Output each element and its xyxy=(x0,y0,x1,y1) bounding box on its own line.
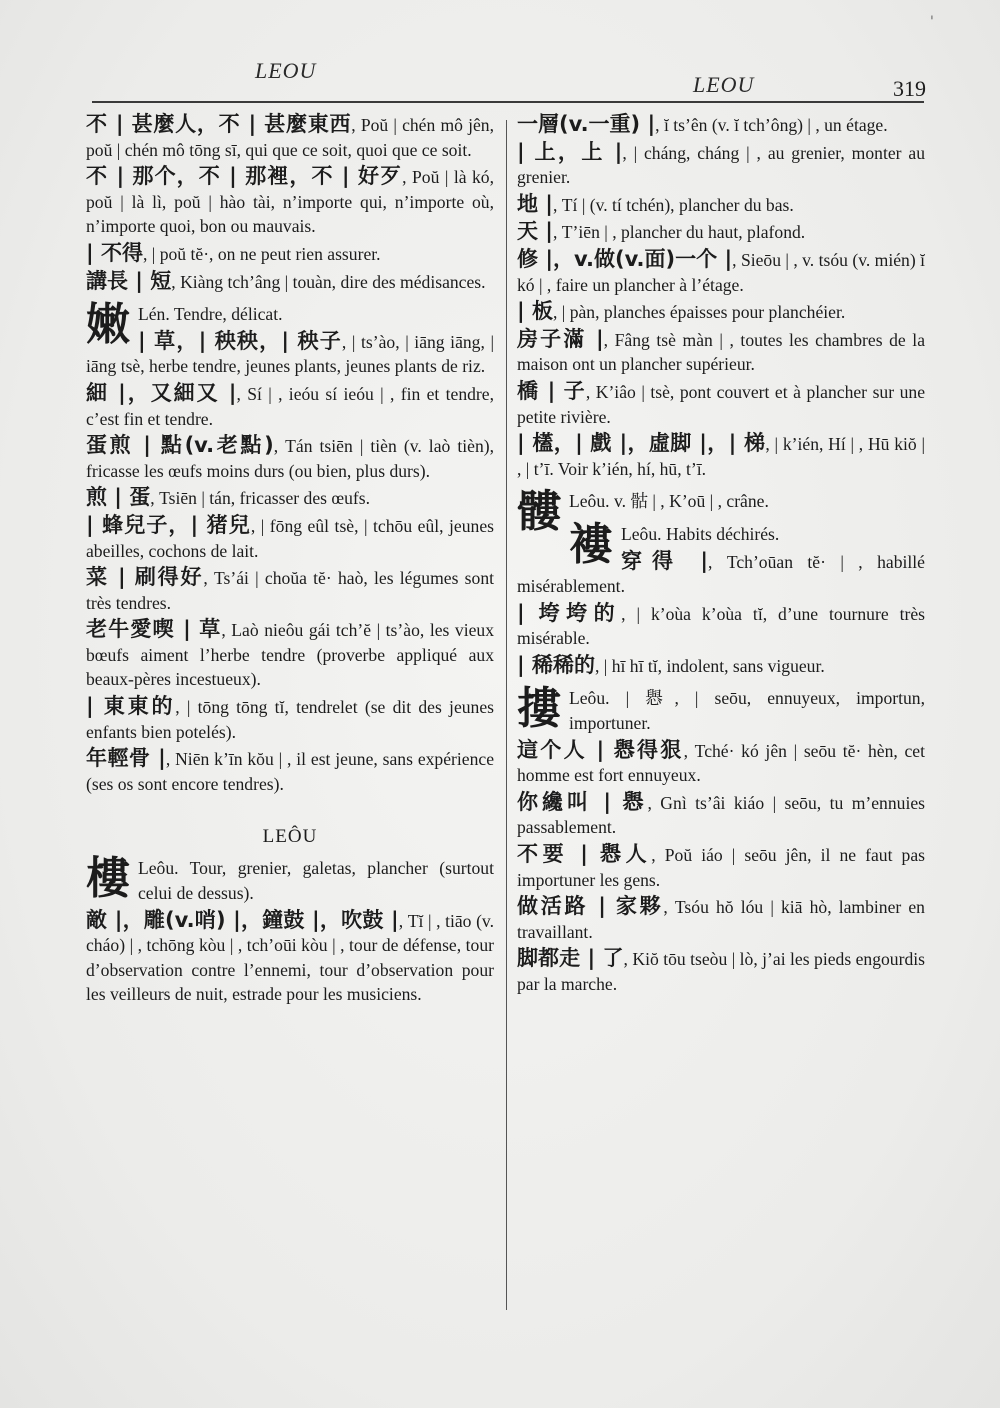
header-rule xyxy=(92,101,924,103)
chinese-phrase: 年輕骨 | xyxy=(86,746,166,771)
dictionary-entry xyxy=(86,329,494,379)
dictionary-entry xyxy=(86,908,494,1007)
definition-text: , | fōng eûl tsè, | tchōu eûl, jeunes abeilles, cochons de lait. xyxy=(86,515,494,561)
chinese-phrase: 菜 | 刷得好 xyxy=(86,565,204,590)
dictionary-entry xyxy=(517,327,925,377)
dictionary-entry xyxy=(517,842,925,892)
chinese-phrase: 穿得 | xyxy=(621,548,709,573)
page-number: 319 xyxy=(893,76,926,101)
definition-text: , | pàn, planches épaisses pour planchéier. xyxy=(552,302,846,323)
chinese-phrase: | 不得 xyxy=(86,240,143,265)
dictionary-entry xyxy=(86,269,494,295)
definition-text: , Niēn k’īn kŏu | , il est jeune, sans expérience (ses os sont encore tendres). xyxy=(86,749,494,794)
definition-text: , Poŭ | chén mô jên, poŭ | chén mô tōng sī, qui que ce soit, quoi que ce soit. xyxy=(86,115,494,160)
definition-text: , | k’oùa k’oùa tĭ, d’une tournure très misérable. xyxy=(517,603,925,649)
chinese-phrase: | 稀稀的 xyxy=(517,652,595,677)
definition-text: , Poŭ | là kó, poŭ | là lì, poŭ | hào tài, n’importe qui, n’importe où, n’importe quoi, bon ou mauvais. xyxy=(86,167,494,237)
definition-text: Lén. Tendre, délicat. xyxy=(138,304,283,325)
chinese-phrase: 煎 | 蛋 xyxy=(86,485,151,510)
dictionary-entry xyxy=(517,192,925,218)
left-column xyxy=(86,112,494,1009)
definition-text: , Tché· kó jên | seōu tĕ· hèn, cet homme est fort ennuyeux. xyxy=(517,740,925,786)
dictionary-entry xyxy=(517,247,925,297)
chinese-phrase: 天 | xyxy=(517,219,553,244)
chinese-phrase: 不要 | 㦛人 xyxy=(517,842,652,867)
chinese-phrase: 敵 |，雕(v.哨) |，鐘鼓 |，吹鼓 | xyxy=(86,907,399,932)
definition-text: Leôu. v. 骷 | , K’oū | , crâne. xyxy=(569,491,769,512)
dictionary-entry xyxy=(517,653,925,679)
definition-text: , Ts’ái | choŭa tĕ· haò, les légumes sont très tendres. xyxy=(86,568,494,613)
definition-text: , | tōng tōng tĭ, tendrelet (se dit des jeunes enfants bien potelés). xyxy=(86,697,494,742)
running-head-left: LEOU xyxy=(255,58,317,83)
headword-character: 樓 xyxy=(86,853,130,905)
dictionary-entry xyxy=(517,379,925,429)
definition-text: , Poŭ iáo | seōu jên, il ne faut pas importuner les gens. xyxy=(517,845,925,890)
chinese-phrase: 不 | 甚麼人，不 | 甚麼東西 xyxy=(86,112,352,136)
dictionary-entry xyxy=(86,617,494,692)
chinese-phrase: 不 | 那个，不 | 那裡，不 | 好歹 xyxy=(86,164,403,189)
definition-text: , K’iâo | tsè, pont couvert et à plancher sur une petite rivière. xyxy=(517,381,926,427)
chinese-phrase: | 板 xyxy=(517,299,553,324)
definition-text: , ĭ ts’ên (v. ĭ tch’ông) | , un étage. xyxy=(655,115,888,135)
definition-text: , Kiŏ tōu tseòu | lò, j’ai les pieds engourdis par la marche. xyxy=(517,949,925,994)
running-head-right: LEOU xyxy=(693,72,755,97)
definition-text: , T’iēn | , plancher du haut, plafond. xyxy=(552,222,806,243)
dictionary-entry xyxy=(86,112,494,162)
chinese-phrase: 脚都走 | 了 xyxy=(517,946,624,971)
definition-text: , | poŭ tĕ·, on ne peut rien assurer. xyxy=(142,243,381,264)
headword-character: 褸 xyxy=(569,518,613,570)
chinese-phrase: 做活路 | 家夥 xyxy=(517,894,664,919)
definition-text: Leôu. Habits déchirés. xyxy=(621,523,780,544)
definition-text: , Tĭ | , tiāo (v. cháo) | , tchōng kòu | , tch’oūi kòu | , tour de défense, tour d’observation contre l’ennemi, tour d’observation pour les veilleurs de nuit, estrade pour les musiciens. xyxy=(86,910,494,1005)
chinese-phrase: 一層(v.一重) | xyxy=(517,112,656,136)
chinese-phrase: 講長 | 短 xyxy=(86,268,172,293)
definition-text: , Sieōu | , v. tsóu (v. mién) ĭ kó | , faire un plancher à l’étage. xyxy=(517,249,925,295)
dictionary-entry xyxy=(86,513,494,563)
definition-text: , | k’ién, Hí | , Hū kiŏ | , | t’ī. Voir k’ién, hí, hū, t’ī. xyxy=(517,434,925,479)
chinese-phrase: 你纔叫 | 㦛 xyxy=(517,789,648,814)
dictionary-entry xyxy=(517,219,925,245)
headword-entry xyxy=(86,853,494,905)
definition-text: , Laò nieôu gái tch’ĕ | ts’ào, les vieux bœufs aiment l’herbe tendre (proverbe appliqué aux beaux-pères incestueux). xyxy=(86,620,495,690)
dictionary-entry xyxy=(517,112,925,138)
definition-text: , | hī hī tĭ, indolent, sans vigueur. xyxy=(594,655,825,676)
dictionary-entry xyxy=(86,485,494,511)
dictionary-entry xyxy=(517,894,925,944)
definition-text: , | cháng, cháng | , au grenier, monter au grenier. xyxy=(517,142,925,188)
dictionary-entry xyxy=(86,241,494,267)
chinese-phrase: 這个人 | 㦛得狠 xyxy=(517,737,684,762)
dictionary-entry xyxy=(86,694,494,744)
definition-text: Leôu. | 㦛, | seōu, ennuyeux, importun, importuner. xyxy=(569,688,925,734)
definition-text: , | ts’ào, | iāng iāng, | iāng tsè, herbe tendre, jeunes plants, jeunes plants de riz. xyxy=(86,331,494,377)
chinese-phrase: 橋 | 子 xyxy=(517,378,586,403)
chinese-phrase: 地 | xyxy=(517,191,553,216)
chinese-phrase: 修 |，v.做(v.面)一个 | xyxy=(517,246,733,271)
definition-text: , Kiàng tch’âng | touàn, dire des médisances. xyxy=(171,271,486,292)
headword-character: 髏 xyxy=(517,486,561,538)
dictionary-entry xyxy=(517,790,925,840)
chinese-phrase: 蛋煎 | 點(v.老點) xyxy=(86,433,274,458)
definition-text: , Tsiēn | tán, fricasser des œufs. xyxy=(150,488,371,509)
chinese-phrase: 老牛愛喫 | 草 xyxy=(86,617,222,642)
dictionary-entry xyxy=(86,381,494,431)
right-column xyxy=(517,112,925,999)
definition-text: , Sí | , ieóu sí ieóu | , fin et tendre, c’est fin et tendre. xyxy=(86,383,494,429)
definition-text: , Fâng tsè màn | , toutes les chambres de la maison ont un plancher supérieur. xyxy=(517,329,925,375)
page-mark: ' xyxy=(930,14,934,30)
dictionary-entry xyxy=(86,746,494,796)
chinese-phrase: | 㯼，| 戲 |，虛脚 |，| 梯 xyxy=(517,431,766,456)
dictionary-entry xyxy=(517,946,925,996)
definition-text: , Tch’oūan tĕ· | , habillé misérablement. xyxy=(517,551,925,597)
column-divider xyxy=(506,120,507,1310)
definition-text: , Tí | (v. tí tchén), plancher du bas. xyxy=(552,194,794,215)
dictionary-entry xyxy=(517,299,925,325)
dictionary-entry xyxy=(517,431,925,481)
headword-character: 摟 xyxy=(517,683,561,735)
dictionary-entry xyxy=(517,738,925,788)
dictionary-entry xyxy=(86,565,494,615)
chinese-phrase: | 上，上 | xyxy=(517,139,623,164)
dictionary-entry xyxy=(517,601,925,651)
section-heading: LEÔU xyxy=(262,826,318,848)
chinese-phrase: | 東東的 xyxy=(86,694,176,719)
chinese-phrase: | 垮垮的 xyxy=(517,600,622,625)
dictionary-entry xyxy=(517,140,925,190)
definition-text: , Tán tsiēn | tièn (v. laò tièn), fricasse les œufs moins durs (ou bien, plus durs). xyxy=(86,436,494,481)
definition-text: , Tsóu hŏ lóu | kiā hò, lambiner en travaillant. xyxy=(517,897,925,942)
dictionary-entry xyxy=(86,433,494,483)
dictionary-entry xyxy=(86,164,494,239)
headword-entry xyxy=(517,683,925,735)
chinese-phrase: 房子滿 | xyxy=(517,326,604,351)
definition-text: , Gnì ts’âi kiáo | seōu, tu m’ennuies passablement. xyxy=(517,792,925,838)
definition-text: Leôu. Tour, grenier, galetas, plancher (surtout celui de dessus). xyxy=(138,858,494,904)
chinese-phrase: | 草，| 秧秧，| 秧子 xyxy=(138,328,342,353)
headword-character: 嫩 xyxy=(86,299,130,351)
chinese-phrase: | 蜂兒子，| 猪兒 xyxy=(86,512,251,537)
chinese-phrase: 細 |，又細又 | xyxy=(86,380,237,405)
